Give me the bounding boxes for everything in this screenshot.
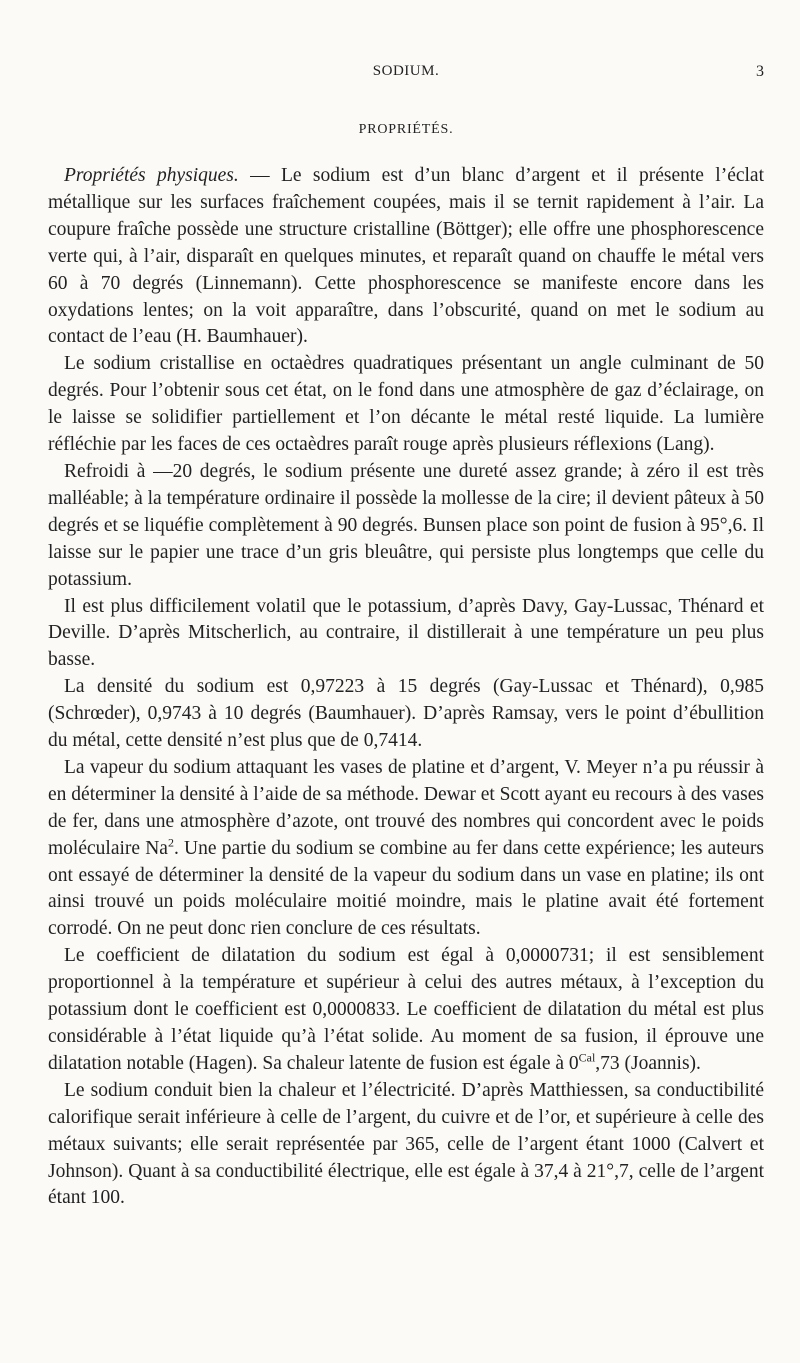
paragraph-text: Le coefficient de dilatation du sodium est égal à 0,0000731; il est sensiblement proportionnel à la température et supérieur à celui des autres métaux, à l’exception du potassium dont le coefficient est 0,0000833. Le coefficient de dilatation du métal est plus considérable à l’état liquide qu’à l’état solide. Au moment de sa fusion, il éprouve une dilatation notable (Hagen). Sa chaleur latente de fusion est égale à 0 (48, 945, 764, 1074)
paragraph-text: ,73 (Joannis). (595, 1052, 701, 1074)
paragraph-lead: Propriétés physiques. (64, 165, 239, 186)
paragraph-dilatation (48, 943, 764, 1078)
body-text (48, 163, 764, 1212)
paragraph-text: . Une partie du sodium se combine au fer dans cette expérience; les auteurs ont essayé de déterminer la densité de la vapeur du sodium dans un vase en platine; ils ont ainsi trouvé un poids moléculaire moitié moindre, mais le platine avait été fortement corrodé. On ne peut donc rien conclure de ces résultats. (48, 837, 764, 940)
paragraph-density: La densité du sodium est 0,97223 à 15 degrés (Gay-Lussac et Thénard), 0,985 (Schrœder), 0,9743 à 10 degrés (Baumhauer). D’après Ramsay, vers le point d’ébullition du métal, cette densité n’est plus que de 0,7414. (48, 676, 764, 752)
page-number: 3 (756, 63, 764, 80)
paragraph-text: La vapeur du sodium attaquant les vases de platine et d’argent, V. Meyer n’a pu réussir à en déterminer la densité à l’aide de sa méthode. Dewar et Scott ayant eu recours à des vases de fer, dans une atmosphère d’azote, ont trouvé des nombres qui concordent avec le poids moléculaire Na (48, 756, 764, 859)
paragraph-vapour-density (48, 755, 764, 943)
paragraph-conductivity: Le sodium conduit bien la chaleur et l’électricité. D’après Matthiessen, sa conductibilité calorifique serait inférieure à celle de l’argent, du cuivre et de l’or, et supérieure à celle des métaux suivants; elle serait représentée par 365, celle de l’argent étant 1000 (Calvert et Johnson). Quant à sa conductibilité électrique, elle est égale à 37,4 à 21°,7, celle de l’argent étant 100. (48, 1079, 764, 1209)
superscript: Cal (578, 1050, 596, 1065)
paragraph-physical-properties (48, 163, 764, 351)
superscript: 2 (167, 835, 174, 850)
section-heading: PROPRIÉTÉS. (358, 122, 454, 137)
running-head (48, 63, 764, 85)
paragraph-crystallization: Le sodium cristallise en octaèdres quadratiques présentant un angle culminant de 50 degrés. Pour l’obtenir sous cet état, on le fond dans une atmosphère de gaz d’éclairage, on le laisse se solidifier partiellement et l’on décante le métal resté liquide. La lumière réfléchie par les faces de ces octaèdres paraît rouge après plusieurs réflexions (Lang). (48, 353, 764, 456)
running-title: SODIUM. (372, 63, 440, 79)
paragraph-volatility: Il est plus difficilement volatil que le potassium, d’après Davy, Gay-Lussac, Thénard et Deville. D’après Mitscherlich, au contraire, il distillerait à une température un peu plus basse. (48, 595, 764, 671)
paragraph-hardness-fusion: Refroidi à —20 degrés, le sodium présente une dureté assez grande; à zéro il est très malléable; à la température ordinaire il possède la mollesse de la cire; il devient pâteux à 50 degrés et se liquéfie complètement à 90 degrés. Bunsen place son point de fusion à 95°,6. Il laisse sur le papier une trace d’un gris bleuâtre, qui persiste plus longtemps que celle du potassium. (48, 460, 764, 590)
paragraph-text: — Le sodium est d’un blanc d’argent et il présente l’éclat métallique sur les surfaces fraîchement coupées, mais il se ternit rapidement à l’air. La coupure fraîche possède une structure cristalline (Böttger); elle offre une phosphorescence verte qui, à l’air, disparaît en quelques minutes, et reparaît quand on chauffe le métal vers 60 à 70 degrés (Linnemann). Cette phosphorescence se manifeste encore dans les oxydations lentes; on la voit apparaître, dans l’obscurité, quand on met le sodium au contact de l’eau (H. Baumhauer). (48, 165, 764, 348)
